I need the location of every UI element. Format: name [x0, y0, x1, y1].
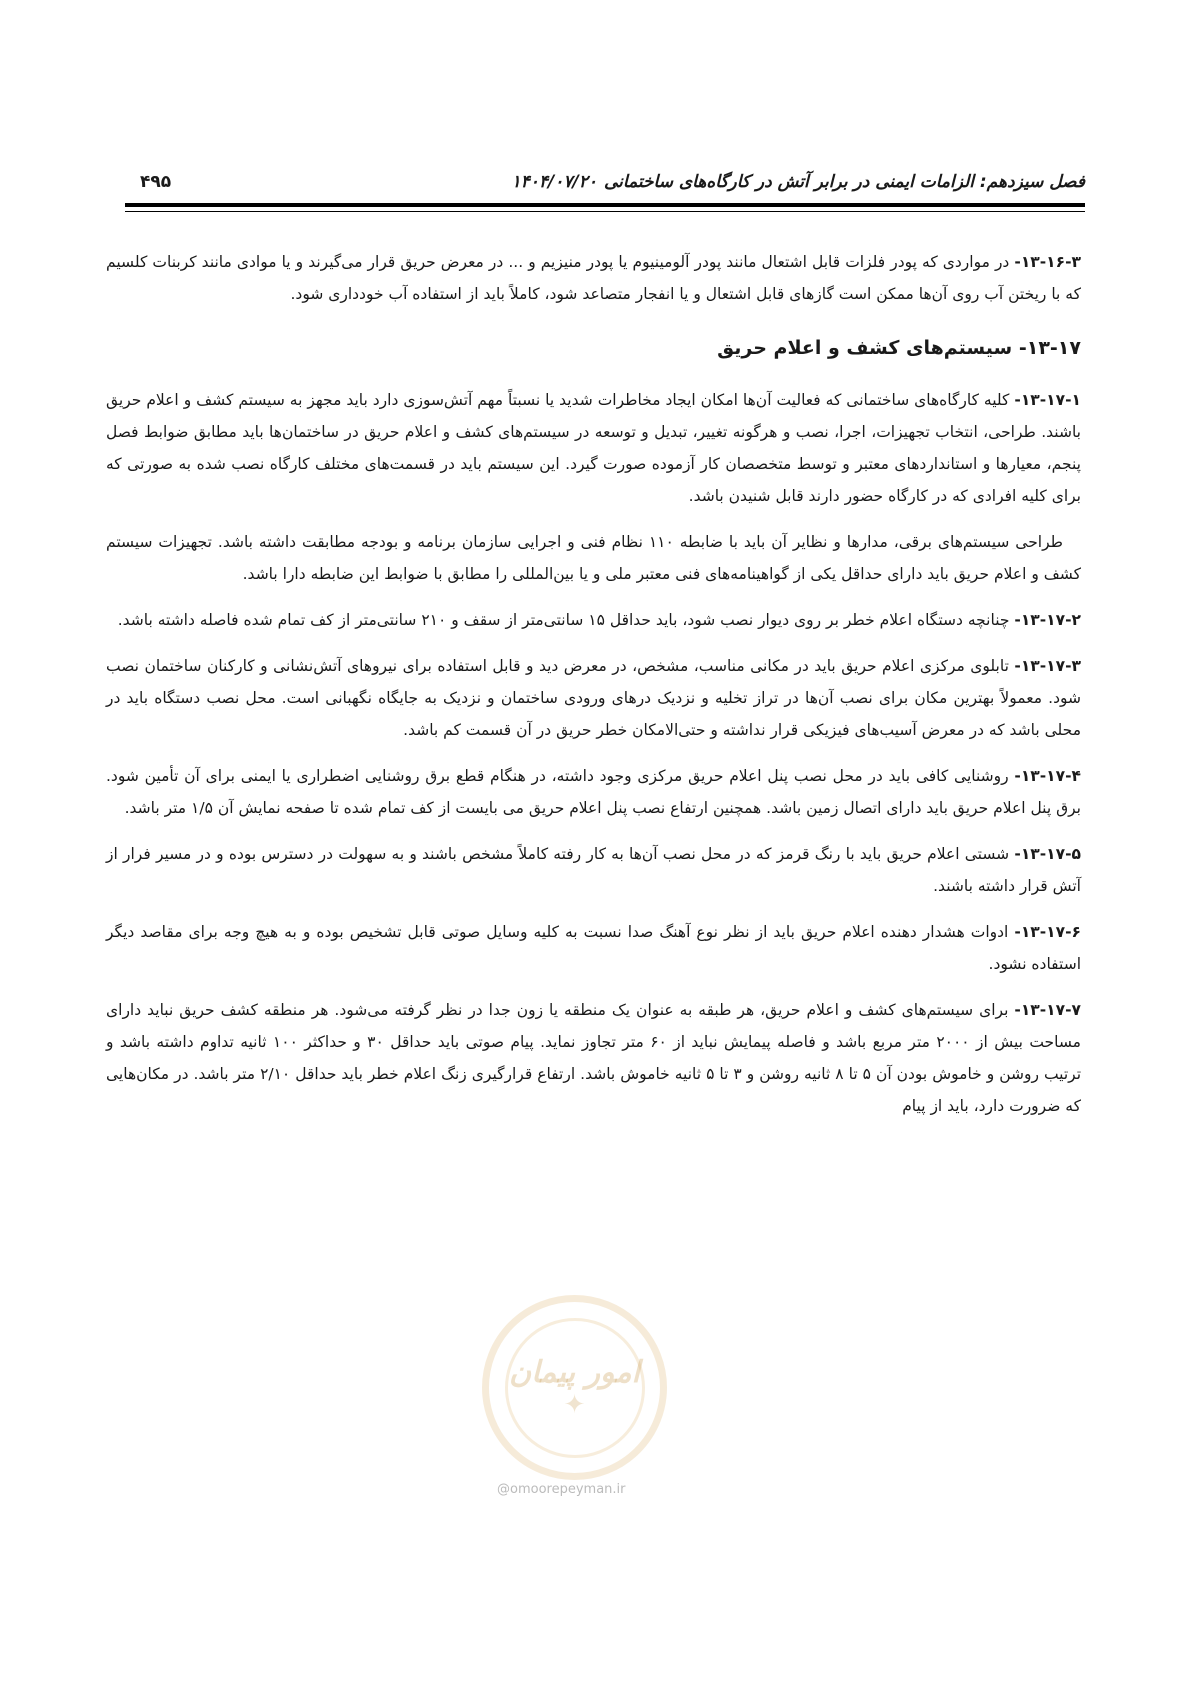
paragraph-text: در مواردی که پودر فلزات قابل اشتعال مانند پودر آلومینیوم یا پودر منیزیم و ... در معرض حریق قرار می‌گیرند و یا موادی مانند کربنات کلسیم که با ریختن آب روی آن‌ها ممکن است گازهای قابل اشتعال و یا انفجار متصاعد شود، کاملاً باید از استفاده آب خودداری شود.: [106, 253, 1081, 303]
clause-number: ۱۳-۱۷-۵-: [1014, 845, 1081, 863]
clause-number: ۱۳-۱۷-۱-: [1014, 391, 1081, 409]
clause-number: ۱۳-۱۷-۶-: [1014, 923, 1081, 941]
paragraph-text: کلیه کارگاه‌های ساختمانی که فعالیت آن‌ها امکان ایجاد مخاطرات شدید یا نسبتاً مهم آتش‌سوزی دارد باید مجهز به سیستم کشف و اعلام حریق باشند. طراحی، انتخاب تجهیزات، اجرا، نصب و هرگونه تغییر، تبدیل و توسعه در سیستم‌های کشف و اعلام حریق در ساختمان‌ها باید مطابق ضوابط فصل پنجم، معیارها و استانداردهای معتبر و توسط متخصصان کار آزموده صورت گیرد. این سیستم باید در قسمت‌های مختلف کارگاه نصب شده به صورتی که برای کلیه افرادی که در کارگاه حضور دارند قابل شنیدن باشد.: [106, 391, 1081, 505]
body-content: [106, 246, 1081, 1136]
watermark-url: @omoorepeyman.ir: [497, 1482, 626, 1497]
paragraph-text: چنانچه دستگاه اعلام خطر بر روی دیوار نصب شود، باید حداقل ۱۵ سانتی‌متر از سقف و ۲۱۰ سانتی‌متر از کف تمام شده فاصله داشته باشد.: [117, 611, 1015, 629]
paragraph-text: روشنایی کافی باید در محل نصب پنل اعلام حریق مرکزی وجود داشته، در هنگام قطع برق روشنایی اضطراری یا ایمنی برای آن تأمین شود. برق پنل اعلام حریق باید دارای اتصال زمین باشد. همچنین ارتفاع نصب پنل اعلام حریق می بایست از کف تمام شده تا صفحه نمایش آن ۱/۵ متر باشد.: [106, 767, 1081, 817]
clause-number: ۱۳-۱۷-۴-: [1014, 767, 1081, 785]
watermark-seal: [482, 1295, 667, 1480]
paragraph-13-17-5: [106, 838, 1081, 902]
paragraph-text: تابلوی مرکزی اعلام حریق باید در مکانی مناسب، مشخص، در معرض دید و قابل استفاده برای نیروهای آتش‌نشانی و کارکنان ساختمان نصب شود. معمولاً بهترین مکان برای نصب آن‌ها در تراز تخلیه و نزدیک درهای ورودی ساختمان و نزدیک به جایگاه نگهبانی است. محل نصب دستگاه باید در محلی باشد که در معرض آسیب‌های فیزیکی قرار نداشته و حتی‌الامکان خطر حریق در آن قسمت کم باشد.: [106, 657, 1081, 739]
paragraph-13-17-1-continued: طراحی سیستم‌های برقی، مدارها و نظایر آن باید با ضابطه ۱۱۰ نظام فنی و اجرایی سازمان برنامه و بودجه مطابقت داشته باشد. تجهیزات سیستم کشف و اعلام حریق باید دارای حداقل یکی از گواهینامه‌های فنی معتبر ملی و یا بین‌المللی را مطابق با ضوابط این ضابطه دارا باشد.: [106, 533, 1081, 583]
clause-number: ۱۳-۱۶-۳-: [1014, 253, 1081, 271]
paragraph-13-17-7: [106, 994, 1081, 1122]
paragraph-13-17-3: [106, 650, 1081, 746]
running-header: [125, 168, 1085, 198]
watermark-seal-inner: [505, 1318, 645, 1458]
paragraph-13-17-1: [106, 384, 1081, 512]
section-heading-13-17: ۱۳-۱۷- سیستم‌های کشف و اعلام حریق: [717, 337, 1081, 359]
watermark-text: امور پیمان: [509, 1355, 640, 1390]
paragraph-13-16-3: [106, 246, 1081, 310]
header-date: ۱۴۰۴/۰۷/۲۰: [511, 172, 597, 192]
watermark-emblem-icon: ✦: [563, 1390, 586, 1420]
paragraph-13-17-2: [106, 604, 1081, 636]
paragraph-text: برای سیستم‌های کشف و اعلام حریق، هر طبقه به عنوان یک منطقه یا زون جدا در نظر گرفته می‌شود. هر منطقه کشف حریق نباید دارای مساحت بیش از ۲۰۰۰ متر مربع باشد و فاصله پیمایش نباید از ۶۰ متر تجاوز نماید. پیام صوتی باید حداقل ۳۰ و حداکثر ۱۰۰ ثانیه تداوم داشته باشد و ترتیب روشن و خاموش بودن آن ۵ تا ۸ ثانیه روشن و ۳ تا ۵ ثانیه خاموش باشد. ارتفاع قرارگیری زنگ اعلام خطر باید حداقل ۲/۱۰ متر باشد. در مکان‌هایی که ضرورت دارد، باید از پیام: [106, 1001, 1082, 1115]
header-rule-thin: [125, 211, 1085, 212]
clause-number: ۱۳-۱۷-۳-: [1014, 657, 1081, 675]
paragraph-13-17-6: [106, 916, 1081, 980]
clause-number: ۱۳-۱۷-۷-: [1014, 1001, 1081, 1019]
clause-number: ۱۳-۱۷-۲-: [1014, 611, 1081, 629]
header-rule-thick: [125, 203, 1085, 207]
paragraph-13-17-4: [106, 760, 1081, 824]
paragraph-text: شستی اعلام حریق باید با رنگ قرمز که در محل نصب آن‌ها به کار رفته کاملاً مشخص باشند و به سهولت در دسترس بوده و در مسیر فرار از آتش قرار داشته باشند.: [106, 845, 1081, 895]
page-number: ۴۹۵: [140, 172, 172, 192]
paragraph-text: ادوات هشدار دهنده اعلام حریق باید از نظر نوع آهنگ صدا نسبت به کلیه وسایل صوتی قابل تشخیص بوده و به هیچ وجه برای مقاصد دیگر استفاده نشود.: [106, 923, 1081, 973]
chapter-title: فصل سیزدهم: الزامات ایمنی در برابر آتش در کارگاه‌های ساختمانی: [603, 172, 1085, 192]
